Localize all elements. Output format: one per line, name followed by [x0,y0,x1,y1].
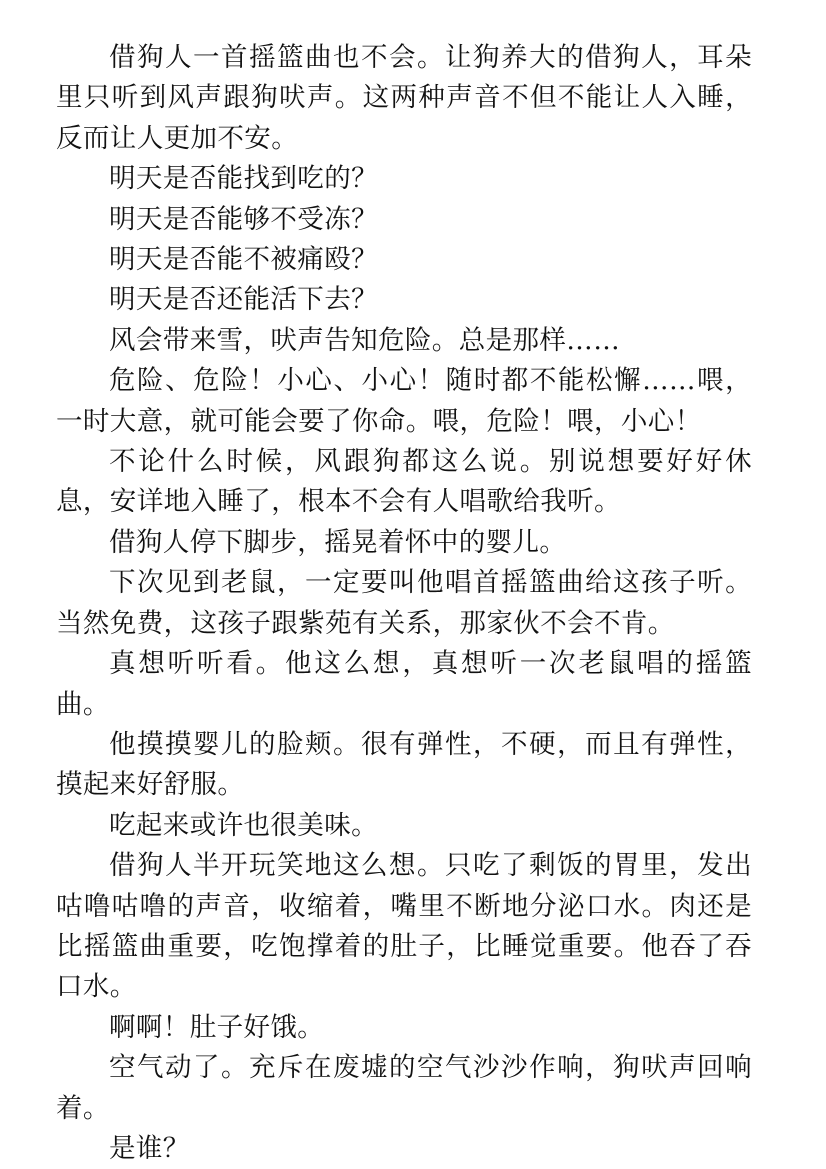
paragraph: 啊啊！肚子好饿。 [109,1011,325,1043]
paragraph: 风会带来雪，吠声告知危险。总是那样…… [109,324,621,356]
paragraph: 危险、危险！小心、小心！随时都不能松懈……喂，一时大意，就可能会要了你命。喂，危险！喂，小心！ [56,365,752,437]
paragraph: 下次见到老鼠，一定要叫他唱首摇篮曲给这孩子听。当然免费，这孩子跟紫苑有关系，那家伙不会不肯。 [56,567,752,639]
paragraph: 借狗人一首摇篮曲也不会。让狗养大的借狗人，耳朵里只听到风声跟狗吠声。这两种声音不但不能让人入睡，反而让人更加不安。 [56,42,752,154]
document-page [56,38,752,1169]
paragraph: 明天是否还能活下去？ [109,284,378,316]
paragraph: 不论什么时候，风跟狗都这么说。别说想要好好休息，安详地入睡了，根本不会有人唱歌给我听。 [56,446,752,518]
paragraph: 借狗人半开玩笑地这么想。只吃了剩饭的胃里，发出咕噜咕噜的声音，收缩着，嘴里不断地分泌口水。肉还是比摇篮曲重要，吃饱撑着的肚子，比睡觉重要。他吞了吞口水。 [56,850,752,1003]
paragraph: 是谁？ [109,1132,190,1164]
paragraph: 他摸摸婴儿的脸颊。很有弹性，不硬，而且有弹性，摸起来好舒服。 [56,728,752,801]
paragraph: 明天是否能够不受冻？ [109,203,378,235]
paragraph: 空气动了。充斥在废墟的空气沙沙作响，狗吠声回响着。 [56,1052,752,1124]
paragraph: 明天是否能找到吃的？ [109,163,378,195]
paragraph: 明天是否能不被痛殴？ [109,244,378,276]
paragraph: 吃起来或许也很美味。 [109,809,378,841]
paragraph: 真想听听看。他这么想，真想听一次老鼠唱的摇篮曲。 [56,648,752,720]
paragraph: 借狗人停下脚步，摇晃着怀中的婴儿。 [109,526,567,558]
